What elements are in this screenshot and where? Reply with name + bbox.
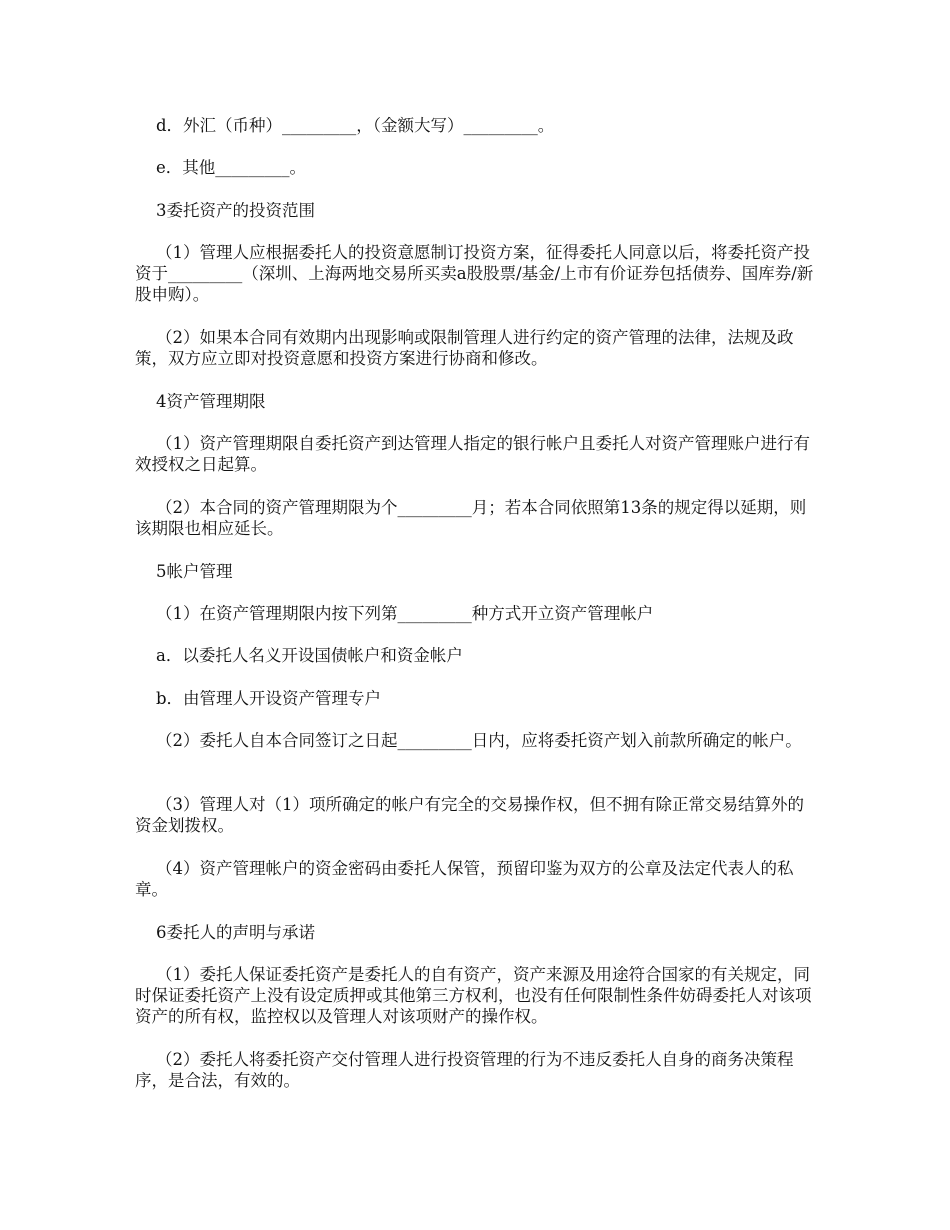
paragraph-legal-procedure: （2）委托人将委托资产交付管理人进行投资管理的行为不违反委托人自身的商务决策程序，是合法，有效的。 [135,1050,794,1090]
paragraph-account-method: （1）在资产管理期限内按下列第_________种方式开立资产管理帐户 [135,604,654,623]
paragraph-trading-rights: （3）管理人对（1）项所确定的帐户有完全的交易操作权，但不拥有除正常交易结算外的资金划拨权。 [135,795,804,835]
section-heading-management-period: 4资产管理期限 [135,392,266,411]
section-heading-client-declaration: 6委托人的声明与承诺 [135,923,315,942]
paragraph-password-seal: （4）资产管理帐户的资金密码由委托人保管，预留印鉴为双方的公章及法定代表人的私章。 [135,859,794,899]
paragraph-transfer-deadline: （2）委托人自本合同签订之日起_________日内，应将委托资产划入前款所确定的帐户。 [135,731,802,750]
list-item-account-option-b: b．由管理人开设资产管理专户 [135,689,382,708]
paragraph-period-start: （1）资产管理期限自委托资产到达管理人指定的银行帐户且委托人对资产管理账户进行有效授权之日起算。 [135,434,810,474]
paragraph-policy-change: （2）如果本合同有效期内出现影响或限制管理人进行约定的资产管理的法律，法规及政策，双方应立即对投资意愿和投资方案进行协商和修改。 [135,328,794,368]
paragraph-asset-guarantee: （1）委托人保证委托资产是委托人的自有资产，资产来源及用途符合国家的有关规定，同时保证委托资产上没有设定质押或其他第三方权利，也没有任何限制性条件妨碍委托人对该项资产的所有权，监控权以及管理人对该项财产的操作权。 [135,965,812,1026]
paragraph-investment-plan: （1）管理人应根据委托人的投资意愿制订投资方案，征得委托人同意以后，将委托资产投资于_________（深圳、上海两地交易所买卖a股股票/基金/上市有价证券包括债券、国库券/新股申购）。 [135,243,814,304]
paragraph-period-length: （2）本合同的资产管理期限为个_________月；若本合同依照第13条的规定得以延期，则该期限也相应延长。 [135,498,807,538]
paragraph-other-assets: e．其他_________。 [135,158,306,177]
section-heading-investment-scope: 3委托资产的投资范围 [135,201,315,220]
paragraph-foreign-currency: d．外汇（币种）_________，（金额大写）_________。 [135,116,555,135]
list-item-account-option-a: a．以委托人名义开设国债帐户和资金帐户 [135,646,463,665]
section-heading-account-management: 5帐户管理 [135,562,233,581]
